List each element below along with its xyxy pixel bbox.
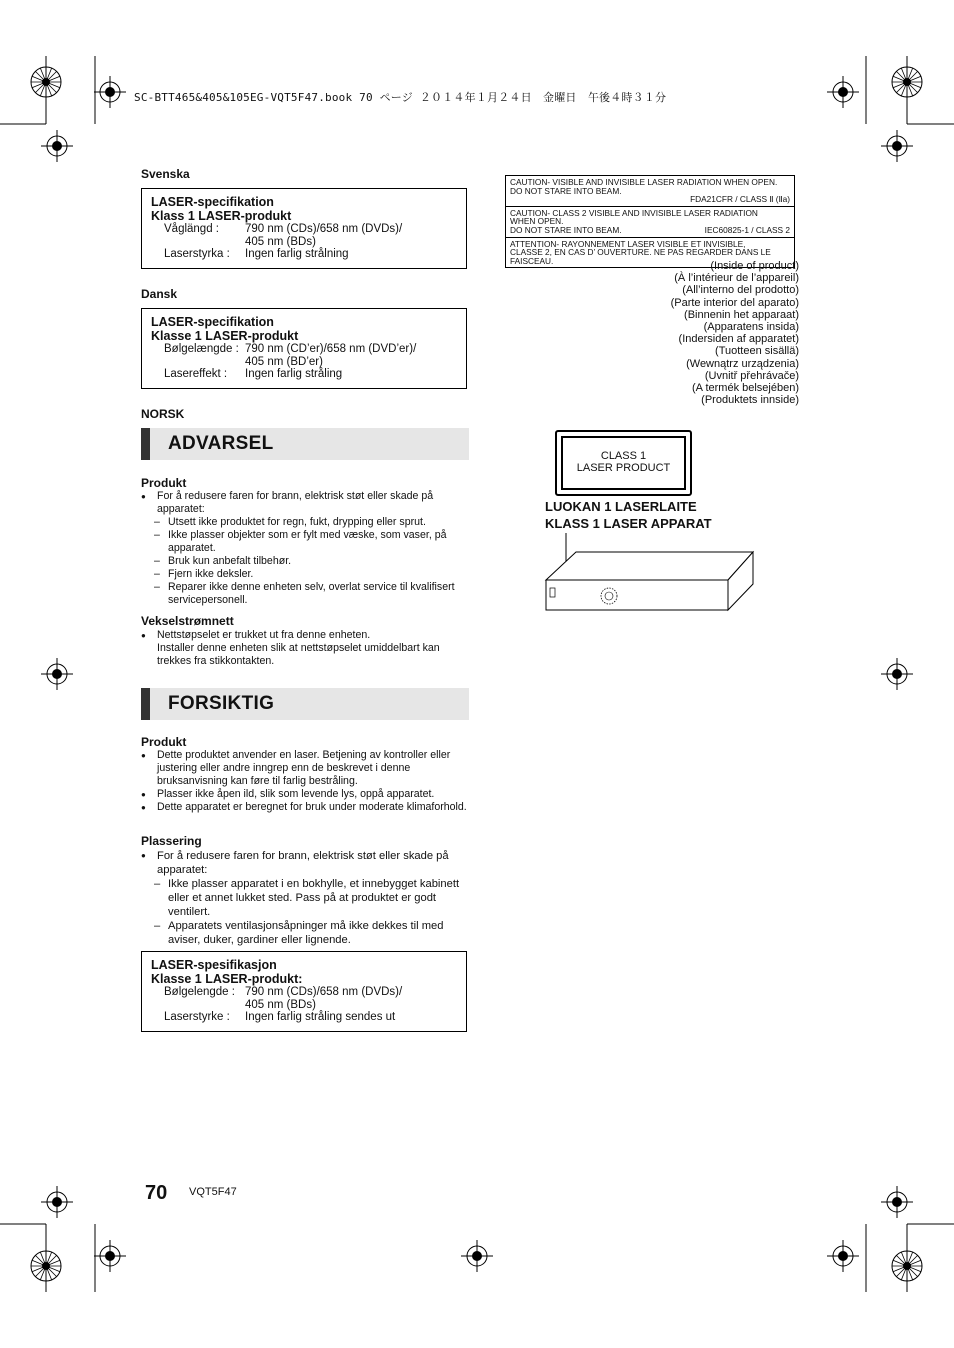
class1-line: LASER PRODUCT xyxy=(576,462,671,474)
banner-title: ADVARSEL xyxy=(168,433,274,454)
list-item-text: Apparatets ventilasjonsåpninger må ikke dekkes til med aviser, duker, gardiner eller lignende. xyxy=(168,920,444,946)
list-item xyxy=(141,642,471,668)
location-line: (All’interno del prodotto) xyxy=(682,284,799,297)
spec-value: Ingen farlig stråling xyxy=(245,368,343,380)
list-item xyxy=(141,749,471,788)
list-item xyxy=(141,568,471,581)
caution-standard: IEC60825-1 / CLASS 2 xyxy=(704,224,790,235)
label-locations xyxy=(600,260,799,406)
class1-label xyxy=(555,430,692,496)
banner-forsiktig xyxy=(141,688,469,720)
list-forsiktig-plassering xyxy=(141,849,471,947)
caution-text: DO NOT STARE INTO BEAM. xyxy=(510,224,622,235)
banner-bar xyxy=(141,688,150,720)
list-item xyxy=(141,801,471,814)
dash-icon: – xyxy=(154,529,160,541)
caption-line: LUOKAN 1 LASERLAITE xyxy=(545,499,697,514)
list-item xyxy=(141,581,471,607)
location-line: (A termék belsejében) xyxy=(692,382,799,395)
subheading-produkt: Produkt xyxy=(141,735,187,749)
list-forsiktig-produkt xyxy=(141,749,471,814)
spec-value: 405 nm (BD’er) xyxy=(245,355,323,368)
spec-value: Ingen farlig strålning xyxy=(245,248,349,260)
list-item-text: Ikke plasser apparatet i en bokhylle, et innebygget kabinett eller et annet lukket sted. Pass på at produktet er godt ventilert. xyxy=(168,878,460,918)
bullet-icon: ● xyxy=(141,492,146,501)
bullet-icon: ● xyxy=(141,751,146,760)
spec-key: Laserstyrka : xyxy=(164,248,230,260)
dash-icon: – xyxy=(154,555,160,567)
heading-dansk: Dansk xyxy=(141,287,178,301)
dash-icon: – xyxy=(154,581,160,593)
heading-norsk: NORSK xyxy=(141,407,185,421)
location-line: (À l’intérieur de l’appareil) xyxy=(674,272,799,285)
list-item xyxy=(141,516,471,529)
spec-value: 790 nm (CDs)/658 nm (DVDs)/ xyxy=(245,223,403,235)
list-item-text: Dette apparatet er beregnet for bruk under moderate klimaforhold. xyxy=(157,801,467,813)
subheading-plassering: Plassering xyxy=(141,834,202,848)
product-illustration xyxy=(540,530,760,615)
spec-key: Lasereffekt : xyxy=(164,368,228,380)
list-item-text: Installer denne enheten slik at nettstøpselet umiddelbart kan trekkes fra stikkontakten. xyxy=(157,642,440,667)
banner-advarsel xyxy=(141,428,469,460)
caution-label xyxy=(505,175,795,268)
dash-icon: – xyxy=(154,920,161,932)
list-item-text: Reparer ikke denne enheten selv, overlat service til kvalifisert servicepersonell. xyxy=(168,581,455,606)
list-item xyxy=(141,849,471,877)
caution-text: CLASSE 2, EN CAS D’ OUVERTURE. NE PAS REGARDER DANS LE xyxy=(510,247,771,258)
spec-value: Ingen farlig stråling sendes ut xyxy=(245,1011,396,1023)
spec-value: 790 nm (CDs)/658 nm (DVDs)/ xyxy=(245,986,403,998)
file-header: SC-BTT465&405&105EG-VQT5F47.book 70 ページ ２０１４年１月２４日 金曜日 午後４時３１分 xyxy=(134,91,667,104)
dash-icon: – xyxy=(154,878,161,890)
list-item-text: Dette produktet anvender en laser. Betjening av kontroller eller justering eller andre inngrep enn de beskrevet i denne bruksanvisning kan føre til farlig bestråling. xyxy=(157,749,451,787)
subheading-vekselstromnett: Vekselstrømnett xyxy=(141,614,234,628)
laser-spec-box-norsk xyxy=(141,951,467,1032)
dash-icon: – xyxy=(154,568,160,580)
list-item xyxy=(141,919,471,947)
document-code: VQT5F47 xyxy=(189,1186,237,1198)
spec-value: 405 nm (BDs) xyxy=(245,998,316,1011)
list-item xyxy=(141,629,471,642)
location-line: (Tuotteen sisällä) xyxy=(715,345,799,358)
box-title: LASER-specifikation xyxy=(151,315,274,329)
list-item xyxy=(141,555,471,568)
list-item-text: Bruk kun anbefalt tilbehør. xyxy=(168,555,292,567)
location-line: (Apparatens insida) xyxy=(703,321,799,334)
laser-spec-box-dansk xyxy=(141,308,467,389)
caution-text: DO NOT STARE INTO BEAM. xyxy=(510,185,622,196)
caution-text: WHEN OPEN. xyxy=(510,216,564,227)
list-item-text: Nettstøpselet er trukket ut fra denne enheten. xyxy=(157,629,371,641)
list-item xyxy=(141,490,471,516)
class1-line: CLASS 1 xyxy=(600,450,647,462)
box-subtitle: Klasse 1 LASER-produkt: xyxy=(151,972,303,986)
bullet-icon: ● xyxy=(141,790,146,799)
location-line: (Wewnątrz urządzenia) xyxy=(686,357,799,370)
box-title: LASER-spesifikasjon xyxy=(151,958,277,972)
heading-svenska: Svenska xyxy=(141,167,190,181)
class1-caption xyxy=(545,499,712,532)
bullet-icon: ● xyxy=(141,631,146,640)
caution-text: CAUTION- VISIBLE AND INVISIBLE LASER RADIATION WHEN OPEN. xyxy=(510,177,778,187)
spec-key: Laserstyrke : xyxy=(164,1011,230,1023)
location-line: (Produktets innside) xyxy=(701,394,799,407)
dash-icon: – xyxy=(154,516,160,528)
location-line: (Indersiden af apparatet) xyxy=(678,333,799,346)
list-item-text: Ikke plasser objekter som er fylt med væske, som vaser, på apparatet. xyxy=(168,529,447,554)
spec-key: Bølgelengde : xyxy=(164,986,235,998)
caution-text: ATTENTION- RAYONNEMENT LASER VISIBLE ET INVISIBLE, xyxy=(510,238,746,249)
list-item xyxy=(141,877,471,919)
laser-spec-box-svenska xyxy=(141,188,467,269)
caution-text: CAUTION- CLASS 2 VISIBLE AND INVISIBLE LASER RADIATION xyxy=(510,207,758,218)
caption-line: KLASS 1 LASER APPARAT xyxy=(545,515,712,531)
list-item-text: For å redusere faren for brann, elektrisk støt eller skade på apparatet: xyxy=(157,850,449,876)
list-advarsel-vekselstrom xyxy=(141,629,471,668)
spec-value: 405 nm (BDs) xyxy=(245,235,316,248)
banner-bar xyxy=(141,428,150,460)
list-item-text: Fjern ikke deksler. xyxy=(168,568,254,580)
list-advarsel-produkt xyxy=(141,490,471,607)
location-line: (Parte interior del aparato) xyxy=(670,296,799,309)
spec-key: Våglängd : xyxy=(164,223,219,235)
list-item xyxy=(141,788,471,801)
list-item-text: For å redusere faren for brann, elektrisk støt eller skade på apparatet: xyxy=(157,490,434,515)
bullet-icon: ● xyxy=(141,851,146,860)
location-line: (Binnenin het apparaat) xyxy=(684,308,799,321)
box-subtitle: Klasse 1 LASER-produkt xyxy=(151,329,299,343)
box-subtitle: Klass 1 LASER-produkt xyxy=(151,209,292,223)
box-title: LASER-specifikation xyxy=(151,195,274,209)
caution-standard: FDA21CFR / CLASS Ⅱ (Ⅱa) xyxy=(690,194,790,205)
location-line: (Inside of product) xyxy=(710,260,799,272)
banner-title: FORSIKTIG xyxy=(168,693,275,714)
location-line: (Uvnitř přehrávače) xyxy=(704,369,799,382)
bullet-icon: ● xyxy=(141,803,146,812)
spec-value: 790 nm (CD’er)/658 nm (DVD’er)/ xyxy=(245,343,417,355)
list-item-text: Plasser ikke åpen ild, slik som levende lys, oppå apparatet. xyxy=(157,788,435,800)
list-item xyxy=(141,529,471,555)
subheading-produkt: Produkt xyxy=(141,476,187,490)
list-item-text: Utsett ikke produktet for regn, fukt, drypping eller sprut. xyxy=(168,516,426,528)
page-number: 70 xyxy=(145,1182,168,1204)
caution-text: FAISCEAU. xyxy=(510,255,554,266)
class1-label-inner xyxy=(561,436,686,490)
spec-key: Bølgelængde : xyxy=(164,343,239,355)
